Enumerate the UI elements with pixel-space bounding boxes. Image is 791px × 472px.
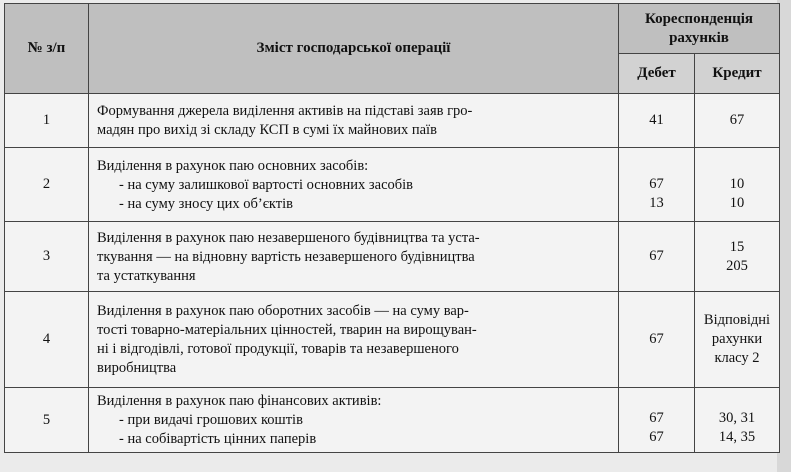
debit-cell: 67 67 [619, 388, 695, 453]
operation-content: Виділення в рахунок паю основних засобів: - на суму залишкової вартості основних засобів - на суму зносу цих об’єктів [89, 148, 619, 222]
header-num: № з/п [5, 4, 89, 94]
header-credit: Кредит [695, 54, 780, 94]
operation-content: Виділення в рахунок паю оборотних засобів — на суму вар- тості товарно-матеріальних цінностей, тварин на вирощуван- ні і відгодівлі, готової продукції, товарів та незавершеного виробництва [89, 292, 619, 388]
operation-content: Формування джерела виділення активів на підставі заяв гро- мадян про вихід зі складу КСП в сумі їх майнових паїв [89, 94, 619, 148]
credit-cell: 10 10 [695, 148, 780, 222]
table-row [5, 388, 780, 453]
table-row [5, 292, 780, 388]
credit-cell: 15 205 [695, 222, 780, 292]
credit-cell: 67 [695, 94, 780, 148]
debit-cell: 67 13 [619, 148, 695, 222]
row-number: 3 [5, 222, 89, 292]
row-number: 1 [5, 94, 89, 148]
header-debit: Дебет [619, 54, 695, 94]
table-row [5, 94, 780, 148]
row-number: 5 [5, 388, 89, 453]
table-row [5, 222, 780, 292]
header-content: Зміст господарської операції [89, 4, 619, 94]
debit-cell: 67 [619, 292, 695, 388]
operation-content: Виділення в рахунок паю незавершеного будівництва та уста- ткування — на відновну вартість незавершеного будівництва та устаткування [89, 222, 619, 292]
operations-table [4, 3, 780, 453]
debit-cell: 67 [619, 222, 695, 292]
operation-content: Виділення в рахунок паю фінансових активів: - при видачі грошових коштів - на собівартість цінних паперів [89, 388, 619, 453]
table-row [5, 148, 780, 222]
debit-cell: 41 [619, 94, 695, 148]
row-number: 2 [5, 148, 89, 222]
credit-cell: Відповідні рахунки класу 2 [695, 292, 780, 388]
credit-cell: 30, 31 14, 35 [695, 388, 780, 453]
header-correspondence: Кореспонденція рахунків [619, 4, 780, 54]
row-number: 4 [5, 292, 89, 388]
